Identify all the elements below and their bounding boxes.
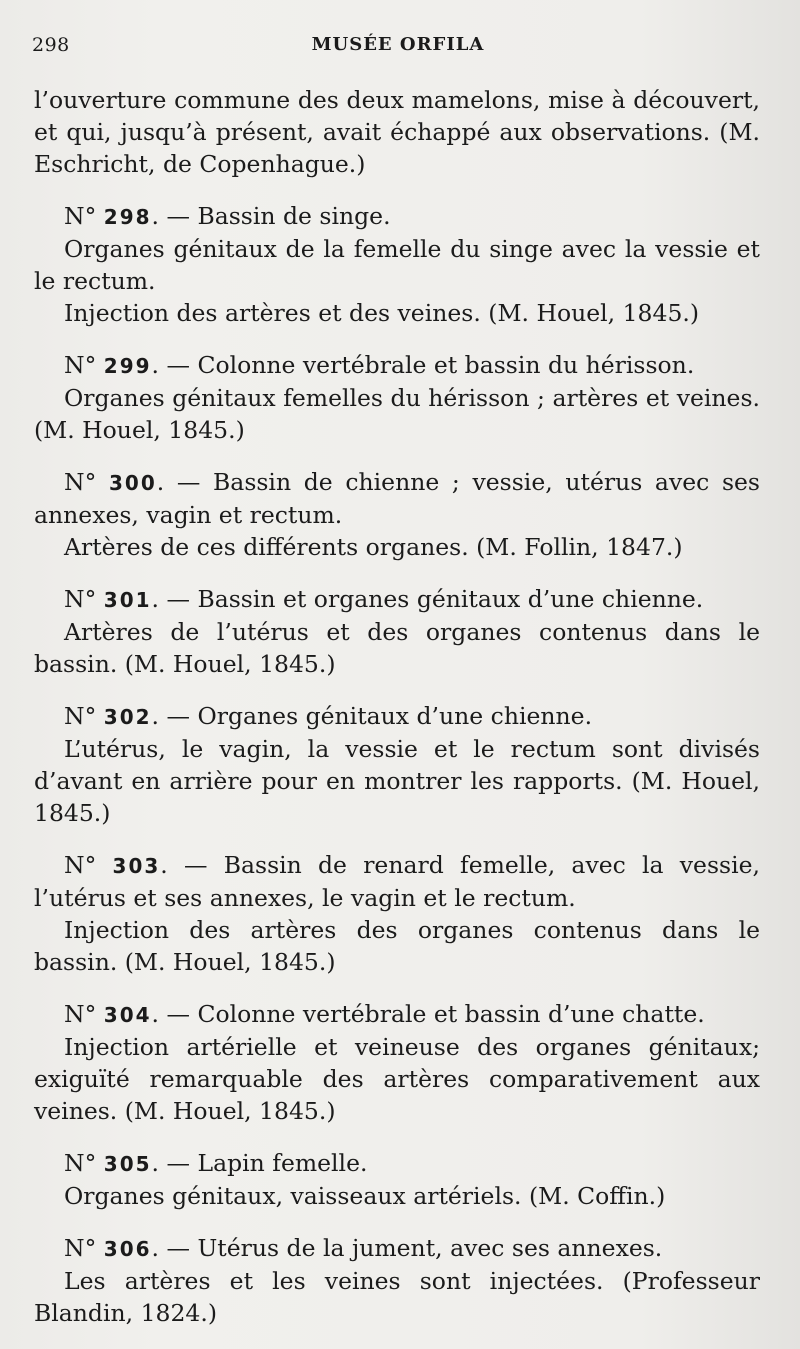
catalog-entry	[34, 1147, 760, 1212]
entry-number: 300	[108, 471, 157, 495]
entry-heading: N° 298. — Bassin de singe.	[64, 202, 391, 230]
entry-heading: N° 302. — Organes génitaux d’une chienne.	[64, 702, 593, 730]
catalog-entry	[34, 583, 760, 680]
page-body	[34, 84, 760, 1329]
entry-number: 298	[103, 205, 152, 229]
catalog-entry	[34, 998, 760, 1127]
entry-prefix: N°	[64, 851, 97, 879]
entry-title: — Bassin de renard femelle, avec la vessie, l’utérus et ses annexes, le vagin et le rectum.	[34, 851, 760, 912]
entry-title: — Colonne vertébrale et bassin d’une chatte.	[166, 1000, 705, 1028]
catalog-entry	[34, 700, 760, 829]
entry-number: 299	[103, 354, 152, 378]
entry-number: 305	[103, 1152, 152, 1176]
entry-paragraph: Artères de l’utérus et des organes contenus dans le bassin. (M. Houel, 1845.)	[34, 618, 760, 678]
entry-heading: N° 306. — Utérus de la jument, avec ses annexes.	[64, 1234, 663, 1262]
entry-paragraph: Injection artérielle et veineuse des organes génitaux; exiguïté remarquable des artères comparativement aux veines. (M. Houel, 1845.)	[34, 1033, 760, 1125]
catalog-entry	[34, 200, 760, 329]
entry-number: 303	[112, 854, 161, 878]
entry-number: 302	[103, 705, 152, 729]
entry-paragraph: Organes génitaux femelles du hérisson ; artères et veines. (M. Houel, 1845.)	[34, 384, 760, 444]
entry-number: 304	[103, 1003, 152, 1027]
entry-paragraph: Les artères et les veines sont injectées. (Professeur Blandin, 1824.)	[34, 1267, 760, 1327]
entry-title: — Colonne vertébrale et bassin du hérisson.	[166, 351, 695, 379]
entry-number: 306	[103, 1237, 152, 1261]
page-number: 298	[32, 34, 70, 56]
entry-heading: N° 303. — Bassin de renard femelle, avec la vessie, l’utérus et ses annexes, le vagin et le rectum.	[34, 851, 760, 912]
catalog-entry	[34, 849, 760, 978]
entry-list	[34, 200, 760, 1329]
entry-title: — Lapin femelle.	[166, 1149, 368, 1177]
entry-heading: N° 301. — Bassin et organes génitaux d’une chienne.	[64, 585, 704, 613]
running-title: MUSÉE ORFILA	[311, 34, 485, 55]
entry-heading: N° 305. — Lapin femelle.	[64, 1149, 368, 1177]
entry-paragraph: Injection des artères et des veines. (M. Houel, 1845.)	[64, 299, 700, 327]
entry-prefix: N°	[64, 1149, 97, 1177]
entry-paragraph: Organes génitaux de la femelle du singe avec la vessie et le rectum.	[34, 235, 760, 295]
entry-title: — Organes génitaux d’une chienne.	[166, 702, 593, 730]
entry-number: 301	[103, 588, 152, 612]
entry-title: — Bassin et organes génitaux d’une chienne.	[166, 585, 704, 613]
entry-prefix: N°	[64, 1234, 97, 1262]
entry-prefix: N°	[64, 702, 97, 730]
entry-paragraph: Artères de ces différents organes. (M. Follin, 1847.)	[64, 533, 683, 561]
catalog-entry	[34, 1232, 760, 1329]
entry-prefix: N°	[64, 351, 97, 379]
entry-prefix: N°	[64, 1000, 97, 1028]
entry-title: — Utérus de la jument, avec ses annexes.	[166, 1234, 663, 1262]
page-header	[32, 34, 764, 64]
entry-heading: N° 304. — Colonne vertébrale et bassin d’une chatte.	[64, 1000, 705, 1028]
entry-title: — Bassin de chienne ; vessie, utérus avec ses annexes, vagin et rectum.	[34, 468, 760, 529]
entry-heading: N° 300. — Bassin de chienne ; vessie, utérus avec ses annexes, vagin et rectum.	[34, 468, 760, 529]
entry-prefix: N°	[64, 468, 97, 496]
catalog-entry	[34, 349, 760, 446]
entry-title: — Bassin de singe.	[166, 202, 391, 230]
entry-prefix: N°	[64, 585, 97, 613]
entry-heading: N° 299. — Colonne vertébrale et bassin du hérisson.	[64, 351, 695, 379]
catalog-entry	[34, 466, 760, 563]
entry-paragraph: Organes génitaux, vaisseaux artériels. (M. Coffin.)	[64, 1182, 666, 1210]
entry-paragraph: L’utérus, le vagin, la vessie et le rectum sont divisés d’avant en arrière pour en montrer les rapports. (M. Houel, 1845.)	[34, 735, 760, 827]
entry-paragraph: Injection des artères des organes contenus dans le bassin. (M. Houel, 1845.)	[34, 916, 760, 976]
entry-prefix: N°	[64, 202, 97, 230]
intro-paragraph: l’ouverture commune des deux mamelons, mise à découvert, et qui, jusqu’à présent, avait échappé aux observations. (M. Eschricht, de Copenhague.)	[34, 86, 760, 178]
